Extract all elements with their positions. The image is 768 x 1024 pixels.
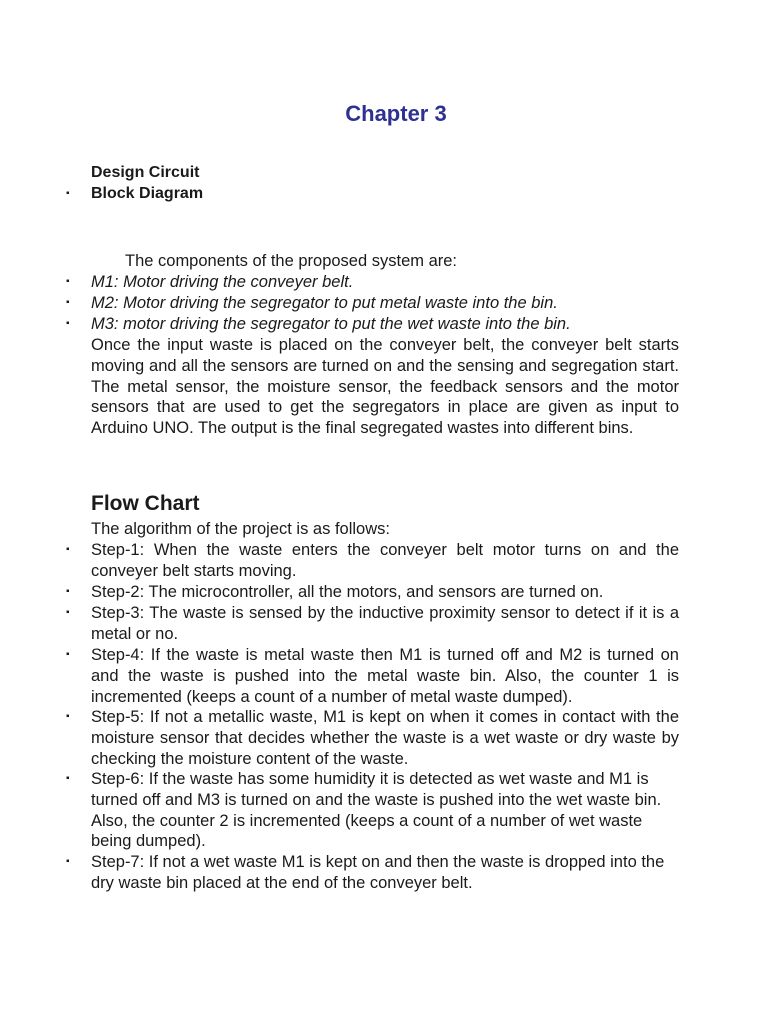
design-circuit-heading: Design Circuit bbox=[91, 164, 200, 181]
flow-chart-heading: Flow Chart bbox=[91, 492, 200, 515]
flow-step: Step-7: If not a wet waste M1 is kept on and then the waste is dropped into the dry waste bin placed at the end of the conveyer belt. bbox=[91, 853, 665, 892]
components-intro: The components of the proposed system are: bbox=[125, 252, 458, 270]
bullet-icon: ▪ bbox=[66, 188, 70, 199]
bullet-icon: ▪ bbox=[66, 607, 70, 618]
bullet-icon: ▪ bbox=[66, 544, 70, 555]
components-paragraph: Once the input waste is placed on the conveyer belt, the conveyer belt starts moving and all the sensors are turned on and the sensing and segregation start. The metal sensor, the moisture sensor, the feedback sensors and the motor sensors that are used to get the segregators in place are given as input to Arduino UNO. The output is the final segregated wastes into different bins. bbox=[91, 336, 679, 438]
chapter-title: Chapter 3 bbox=[345, 101, 447, 126]
bullet-icon: ▪ bbox=[66, 318, 70, 329]
flow-step: Step-5: If not a metallic waste, M1 is kept on when it comes in contact with the moisture sensor that decides whether the waste is a wet waste or dry waste by checking the moisture content of the waste. bbox=[91, 708, 679, 768]
bullet-icon: ▪ bbox=[66, 586, 70, 597]
block-diagram-heading: Block Diagram bbox=[91, 185, 204, 202]
flow-step: Step-2: The microcontroller, all the motors, and sensors are turned on. bbox=[91, 583, 604, 601]
bullet-icon: ▪ bbox=[66, 773, 70, 784]
flow-step: Step-1: When the waste enters the conveyer belt motor turns on and the conveyer belt starts moving. bbox=[91, 541, 679, 580]
bullet-icon: ▪ bbox=[66, 297, 70, 308]
bullet-icon: ▪ bbox=[66, 649, 70, 660]
component-item: M1: Motor driving the conveyer belt. bbox=[91, 273, 354, 291]
component-item: M2: Motor driving the segregator to put metal waste into the bin. bbox=[91, 294, 558, 312]
flow-step: Step-3: The waste is sensed by the inductive proximity sensor to detect if it is a metal or no. bbox=[91, 604, 679, 643]
bullet-icon: ▪ bbox=[66, 711, 70, 722]
flow-step: Step-6: If the waste has some humidity it is detected as wet waste and M1 is turned off and M3 is turned on and the waste is pushed into the wet waste bin. Also, the counter 2 is incremented (keeps a count of a number of wet waste being dumped). bbox=[91, 770, 662, 851]
bullet-icon: ▪ bbox=[66, 856, 70, 867]
flow-step: Step-4: If the waste is metal waste then M1 is turned off and M2 is turned on and the waste is pushed into the metal waste bin. Also, the counter 1 is incremented (keeps a count of a number of metal waste dumped). bbox=[91, 646, 679, 706]
bullet-icon: ▪ bbox=[66, 276, 70, 287]
flow-chart-intro: The algorithm of the project is as follows: bbox=[91, 520, 390, 538]
component-item: M3: motor driving the segregator to put the wet waste into the bin. bbox=[91, 315, 571, 333]
